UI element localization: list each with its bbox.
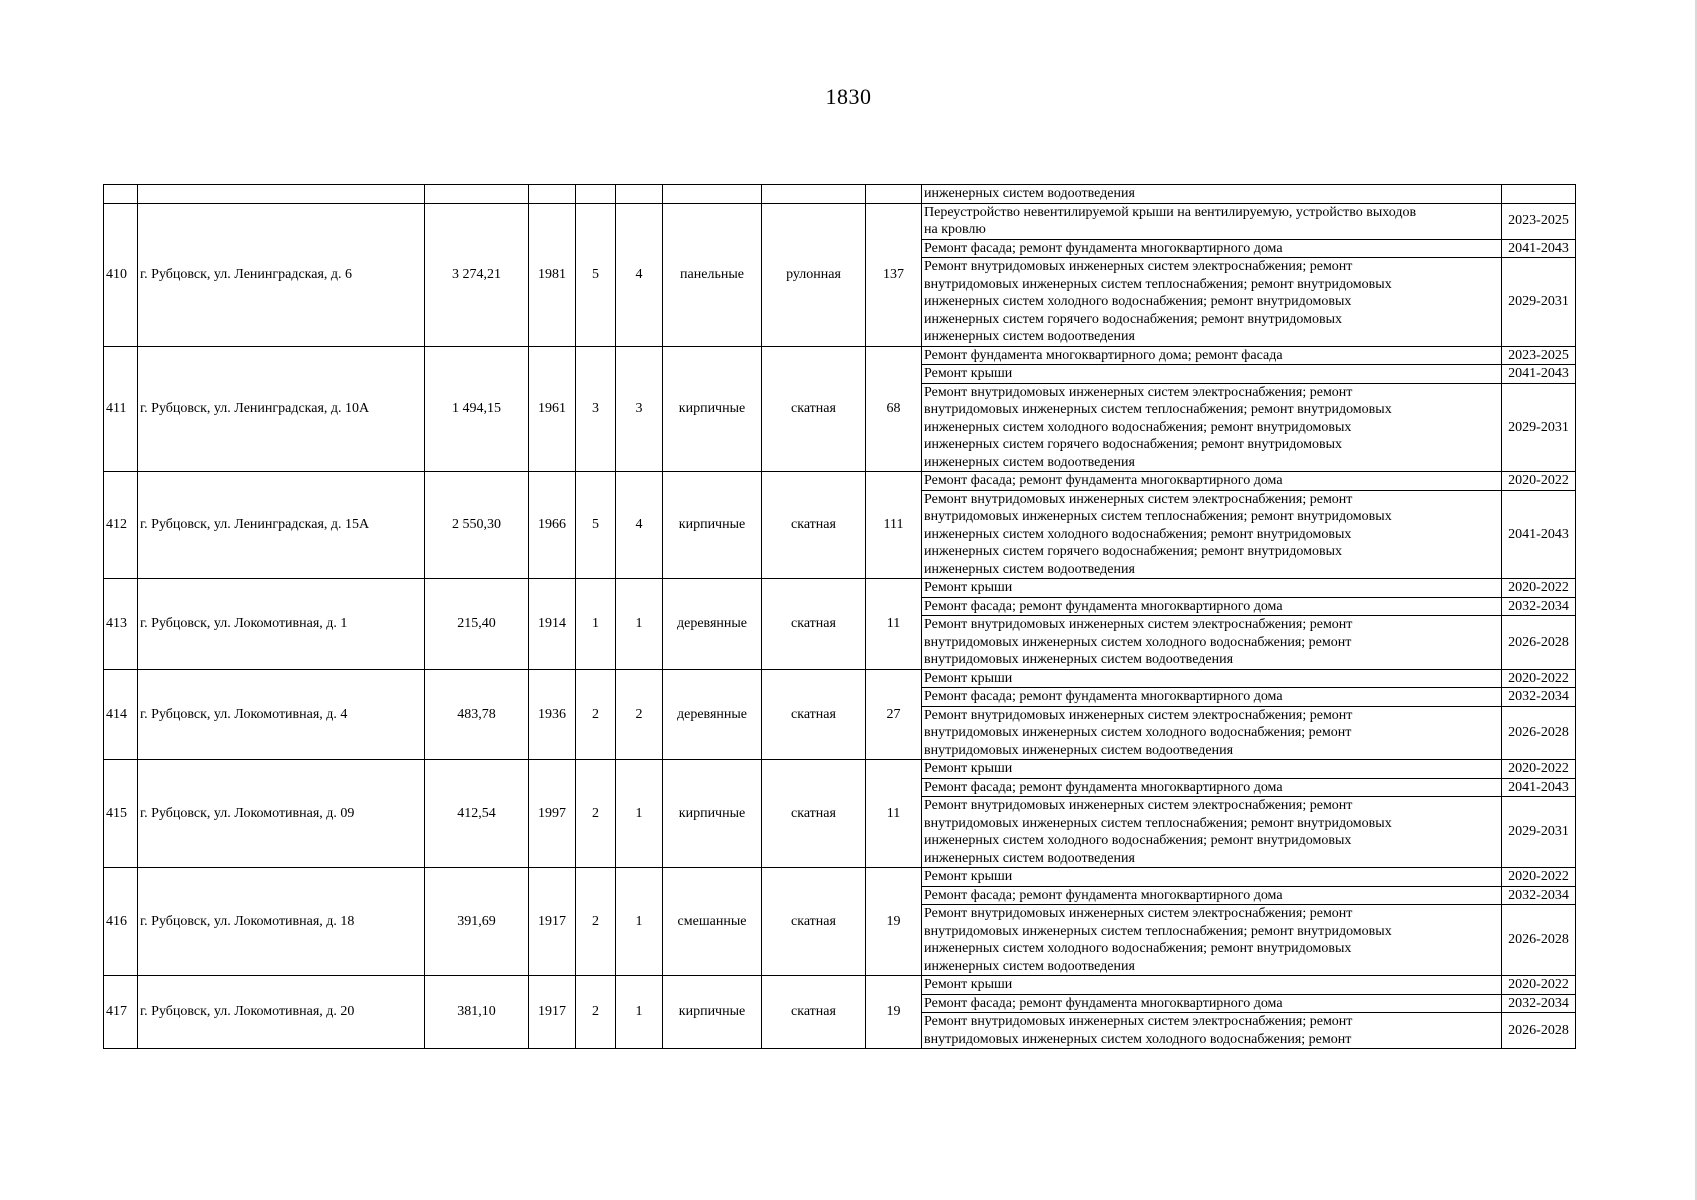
resident-count: 27 xyxy=(866,669,922,760)
work-line: внутридомовых инженерных систем холодного водоснабжения; ремонт xyxy=(924,1031,1352,1047)
empty-cell xyxy=(762,185,866,204)
work-line: Ремонт фасада; ремонт фундамента многоквартирного дома xyxy=(924,779,1283,795)
work-line: внутридомовых инженерных систем теплоснабжения; ремонт внутридомовых xyxy=(924,815,1392,831)
entrance-count: 1 xyxy=(616,760,663,868)
resident-count: 11 xyxy=(866,579,922,670)
work-line: Ремонт крыши xyxy=(924,580,1013,595)
work-period: 2041-2043 xyxy=(1502,365,1576,384)
total-area: 1 494,15 xyxy=(425,346,529,472)
floor-count: 5 xyxy=(576,472,616,579)
total-area: 3 274,21 xyxy=(425,203,529,346)
record-number: 412 xyxy=(104,472,138,579)
work-period: 2041-2043 xyxy=(1502,778,1576,797)
work-line: Ремонт внутридомовых инженерных систем электроснабжения; ремонт xyxy=(924,617,1353,632)
work-line: Ремонт крыши xyxy=(924,366,1013,381)
resident-count: 137 xyxy=(866,203,922,346)
work-line: Ремонт фундамента многоквартирного дома; ремонт фасада xyxy=(924,347,1283,363)
work-period: 2032-2034 xyxy=(1502,688,1576,707)
total-area: 2 550,30 xyxy=(425,472,529,579)
work-line: инженерных систем холодного водоснабжения; ремонт внутридомовых xyxy=(924,294,1352,309)
work-line: Ремонт крыши xyxy=(924,869,1013,884)
work-line: Ремонт внутридомовых инженерных систем электроснабжения; ремонт xyxy=(924,1014,1353,1029)
work-description xyxy=(922,706,1502,760)
work-line: инженерных систем горячего водоснабжения; ремонт внутридомовых xyxy=(924,544,1342,559)
work-description xyxy=(922,383,1502,472)
work-line: Ремонт крыши xyxy=(924,761,1013,776)
building-address: г. Рубцовск, ул. Локомотивная, д. 20 xyxy=(138,976,425,1049)
entrance-count: 1 xyxy=(616,579,663,670)
commissioning-year: 1917 xyxy=(529,976,576,1049)
continuation-row xyxy=(104,185,1576,204)
commissioning-year: 1936 xyxy=(529,669,576,760)
record-number: 417 xyxy=(104,976,138,1049)
floor-count: 3 xyxy=(576,346,616,472)
work-description xyxy=(922,669,1502,688)
empty-cell xyxy=(576,185,616,204)
entrance-count: 4 xyxy=(616,203,663,346)
work-description xyxy=(922,258,1502,347)
record-number: 413 xyxy=(104,579,138,670)
work-period: 2020-2022 xyxy=(1502,472,1576,491)
empty-cell xyxy=(616,185,663,204)
total-area: 412,54 xyxy=(425,760,529,868)
roof-type: скатная xyxy=(762,868,866,976)
floor-count: 1 xyxy=(576,579,616,670)
roof-type: рулонная xyxy=(762,203,866,346)
record-number: 411 xyxy=(104,346,138,472)
building-address: г. Рубцовск, ул. Локомотивная, д. 4 xyxy=(138,669,425,760)
work-line: Ремонт внутридомовых инженерных систем электроснабжения; ремонт xyxy=(924,384,1353,400)
work-line: инженерных систем горячего водоснабжения; ремонт внутридомовых xyxy=(924,437,1342,452)
roof-type: скатная xyxy=(762,976,866,1049)
commissioning-year: 1914 xyxy=(529,579,576,670)
work-line: Ремонт внутридомовых инженерных систем электроснабжения; ремонт xyxy=(924,906,1353,921)
work-line: внутридомовых инженерных систем водоотведения xyxy=(924,652,1234,667)
work-description xyxy=(922,905,1502,976)
empty-cell xyxy=(529,185,576,204)
wall-material: смешанные xyxy=(663,868,762,976)
commissioning-year: 1917 xyxy=(529,868,576,976)
empty-cell xyxy=(425,185,529,204)
work-period: 2026-2028 xyxy=(1502,1013,1576,1049)
work-line: на кровлю xyxy=(924,222,986,237)
work-description xyxy=(922,994,1502,1013)
work-line: внутридомовых инженерных систем теплоснабжения; ремонт внутридомовых xyxy=(924,276,1392,292)
work-line: инженерных систем холодного водоснабжения; ремонт внутридомовых xyxy=(924,833,1352,848)
work-period: 2041-2043 xyxy=(1502,239,1576,258)
floor-count: 2 xyxy=(576,868,616,976)
work-period: 2029-2031 xyxy=(1502,383,1576,472)
work-period: 2020-2022 xyxy=(1502,669,1576,688)
wall-material: кирпичные xyxy=(663,472,762,579)
work-period: 2020-2022 xyxy=(1502,868,1576,887)
roof-type: скатная xyxy=(762,669,866,760)
wall-material: деревянные xyxy=(663,579,762,670)
work-line: внутридомовых инженерных систем холодного водоснабжения; ремонт xyxy=(924,634,1352,650)
register-body xyxy=(104,185,1576,1049)
table-row xyxy=(104,346,1576,365)
work-line: Ремонт крыши xyxy=(924,977,1013,992)
total-area: 483,78 xyxy=(425,669,529,760)
work-description xyxy=(922,868,1502,887)
empty-cell xyxy=(663,185,762,204)
work-description xyxy=(922,886,1502,905)
work-line: Ремонт крыши xyxy=(924,670,1013,686)
work-description xyxy=(922,239,1502,258)
work-line: Переустройство невентилируемой крыши на вентилируемую, устройство выходов xyxy=(924,204,1417,220)
work-line: инженерных систем холодного водоснабжения; ремонт внутридомовых xyxy=(924,941,1352,956)
work-line: инженерных систем водоотведения xyxy=(924,958,1135,974)
work-line: Ремонт фасада; ремонт фундамента многоквартирного дома xyxy=(924,240,1283,256)
entrance-count: 3 xyxy=(616,346,663,472)
commissioning-year: 1961 xyxy=(529,346,576,472)
record-number: 410 xyxy=(104,203,138,346)
work-line: Ремонт внутридомовых инженерных систем электроснабжения; ремонт xyxy=(924,491,1353,507)
work-description xyxy=(922,778,1502,797)
roof-type: скатная xyxy=(762,472,866,579)
work-period: 2029-2031 xyxy=(1502,258,1576,347)
building-address: г. Рубцовск, ул. Ленинградская, д. 15А xyxy=(138,472,425,579)
work-line: Ремонт фасада; ремонт фундамента многоквартирного дома xyxy=(924,473,1283,488)
capital-repair-register-table xyxy=(103,184,1576,1049)
work-line: Ремонт внутридомовых инженерных систем электроснабжения; ремонт xyxy=(924,707,1353,723)
wall-material: панельные xyxy=(663,203,762,346)
commissioning-year: 1997 xyxy=(529,760,576,868)
work-line: инженерных систем водоотведения xyxy=(924,329,1135,344)
work-line: внутридомовых инженерных систем теплоснабжения; ремонт внутридомовых xyxy=(924,402,1392,417)
work-period xyxy=(1502,185,1576,204)
record-number: 416 xyxy=(104,868,138,976)
work-description xyxy=(922,472,1502,491)
work-description xyxy=(922,1013,1502,1049)
total-area: 215,40 xyxy=(425,579,529,670)
work-period: 2026-2028 xyxy=(1502,706,1576,760)
commissioning-year: 1966 xyxy=(529,472,576,579)
entrance-count: 4 xyxy=(616,472,663,579)
work-line: внутридомовых инженерных систем теплоснабжения; ремонт внутридомовых xyxy=(924,509,1392,524)
work-line: Ремонт фасада; ремонт фундамента многоквартирного дома xyxy=(924,689,1283,704)
resident-count: 19 xyxy=(866,868,922,976)
table-row xyxy=(104,868,1576,887)
roof-type: скатная xyxy=(762,346,866,472)
total-area: 391,69 xyxy=(425,868,529,976)
work-period: 2020-2022 xyxy=(1502,579,1576,598)
building-address: г. Рубцовск, ул. Локомотивная, д. 1 xyxy=(138,579,425,670)
work-line: инженерных систем водоотведения xyxy=(924,850,1135,866)
work-description xyxy=(922,616,1502,670)
work-period: 2032-2034 xyxy=(1502,886,1576,905)
building-address: г. Рубцовск, ул. Локомотивная, д. 09 xyxy=(138,760,425,868)
work-period: 2029-2031 xyxy=(1502,797,1576,868)
wall-material: деревянные xyxy=(663,669,762,760)
entrance-count: 1 xyxy=(616,976,663,1049)
work-line: инженерных систем холодного водоснабжения; ремонт внутридомовых xyxy=(924,419,1352,435)
empty-cell xyxy=(866,185,922,204)
work-line: внутридомовых инженерных систем водоотведения xyxy=(924,742,1234,758)
empty-cell xyxy=(138,185,425,204)
table-row xyxy=(104,760,1576,779)
work-line: внутридомовых инженерных систем холодного водоснабжения; ремонт xyxy=(924,725,1352,740)
work-period: 2026-2028 xyxy=(1502,905,1576,976)
work-line: Ремонт внутридомовых инженерных систем электроснабжения; ремонт xyxy=(924,798,1353,813)
total-area: 381,10 xyxy=(425,976,529,1049)
work-period: 2020-2022 xyxy=(1502,760,1576,779)
record-number: 414 xyxy=(104,669,138,760)
resident-count: 68 xyxy=(866,346,922,472)
table-row xyxy=(104,203,1576,239)
page-number: 1830 xyxy=(825,84,872,109)
work-line: Ремонт фасада; ремонт фундамента многоквартирного дома xyxy=(924,598,1283,614)
work-description xyxy=(922,365,1502,384)
work-line: Ремонт фасада; ремонт фундамента многоквартирного дома xyxy=(924,887,1283,903)
work-line: Ремонт внутридомовых инженерных систем электроснабжения; ремонт xyxy=(924,259,1353,274)
work-description xyxy=(922,797,1502,868)
floor-count: 5 xyxy=(576,203,616,346)
work-line: инженерных систем водоотведения xyxy=(924,454,1135,470)
building-address: г. Рубцовск, ул. Ленинградская, д. 6 xyxy=(138,203,425,346)
work-description xyxy=(922,976,1502,995)
table-row xyxy=(104,579,1576,598)
work-line: инженерных систем водоотведения xyxy=(924,561,1135,577)
work-period: 2032-2034 xyxy=(1502,597,1576,616)
entrance-count: 2 xyxy=(616,669,663,760)
work-description xyxy=(922,203,1502,239)
work-line: внутридомовых инженерных систем теплоснабжения; ремонт внутридомовых xyxy=(924,923,1392,939)
table-row xyxy=(104,472,1576,491)
work-period: 2032-2034 xyxy=(1502,994,1576,1013)
work-line: Ремонт фасада; ремонт фундамента многоквартирного дома xyxy=(924,995,1283,1011)
commissioning-year: 1981 xyxy=(529,203,576,346)
building-address: г. Рубцовск, ул. Ленинградская, д. 10А xyxy=(138,346,425,472)
floor-count: 2 xyxy=(576,976,616,1049)
work-description xyxy=(922,579,1502,598)
work-period: 2041-2043 xyxy=(1502,490,1576,579)
empty-cell xyxy=(104,185,138,204)
resident-count: 19 xyxy=(866,976,922,1049)
building-address: г. Рубцовск, ул. Локомотивная, д. 18 xyxy=(138,868,425,976)
work-period: 2026-2028 xyxy=(1502,616,1576,670)
work-description xyxy=(922,760,1502,779)
entrance-count: 1 xyxy=(616,868,663,976)
work-description xyxy=(922,597,1502,616)
wall-material: кирпичные xyxy=(663,346,762,472)
work-description xyxy=(922,346,1502,365)
resident-count: 111 xyxy=(866,472,922,579)
wall-material: кирпичные xyxy=(663,760,762,868)
work-period: 2023-2025 xyxy=(1502,203,1576,239)
roof-type: скатная xyxy=(762,579,866,670)
work-description xyxy=(922,688,1502,707)
work-period: 2023-2025 xyxy=(1502,346,1576,365)
table-row xyxy=(104,669,1576,688)
floor-count: 2 xyxy=(576,760,616,868)
floor-count: 2 xyxy=(576,669,616,760)
work-line: инженерных систем холодного водоснабжения; ремонт внутридомовых xyxy=(924,526,1352,542)
wall-material: кирпичные xyxy=(663,976,762,1049)
work-description xyxy=(922,490,1502,579)
work-description: инженерных систем водоотведения xyxy=(922,185,1502,204)
record-number: 415 xyxy=(104,760,138,868)
table-row xyxy=(104,976,1576,995)
roof-type: скатная xyxy=(762,760,866,868)
work-line: инженерных систем горячего водоснабжения; ремонт внутридомовых xyxy=(924,311,1342,327)
work-period: 2020-2022 xyxy=(1502,976,1576,995)
resident-count: 11 xyxy=(866,760,922,868)
